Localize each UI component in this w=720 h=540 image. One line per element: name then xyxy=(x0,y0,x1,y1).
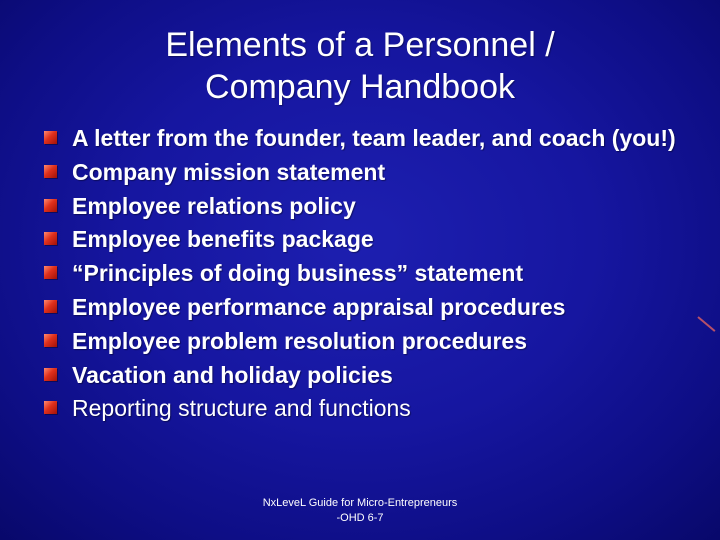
bullet-text: Reporting structure and functions xyxy=(72,395,411,422)
title-line-1: Elements of a Personnel / xyxy=(165,26,555,64)
bullet-item xyxy=(44,361,704,388)
square-bullet-icon xyxy=(44,266,57,279)
footer-line-2: -OHD 6-7 xyxy=(336,512,384,524)
bullet-text: Employee performance appraisal procedures xyxy=(72,293,566,320)
square-bullet-icon xyxy=(44,401,57,414)
square-bullet-icon xyxy=(44,131,57,144)
bullet-item xyxy=(44,228,704,251)
bullet-item xyxy=(44,192,704,219)
bullet-text: A letter from the founder, team leader, and coach (you!) xyxy=(72,125,676,151)
bullet-item xyxy=(44,127,704,150)
bullet-item xyxy=(44,158,704,185)
bullet-text: Company mission statement xyxy=(72,158,386,185)
slide-title xyxy=(60,24,660,108)
bullet-item xyxy=(44,262,704,285)
bullet-item xyxy=(44,293,704,320)
bullet-text: Employee problem resolution procedures xyxy=(72,327,527,354)
square-bullet-icon xyxy=(44,165,57,178)
bullet-item xyxy=(44,397,704,420)
square-bullet-icon xyxy=(44,368,57,381)
square-bullet-icon xyxy=(44,199,57,212)
square-bullet-icon xyxy=(44,334,57,347)
slide-footer xyxy=(210,496,510,526)
bullet-text: Employee benefits package xyxy=(72,226,374,253)
bullet-item xyxy=(44,327,704,354)
title-line-2: Company Handbook xyxy=(205,68,515,106)
square-bullet-icon xyxy=(44,232,57,245)
bullet-text: Vacation and holiday policies xyxy=(72,361,393,388)
bullet-text: Employee relations policy xyxy=(72,192,356,219)
bullet-text: “Principles of doing business” statement xyxy=(72,260,524,287)
bullet-list xyxy=(44,127,704,431)
footer-line-1: NxLeveL Guide for Micro-Entrepreneurs xyxy=(262,497,458,509)
square-bullet-icon xyxy=(44,300,57,313)
